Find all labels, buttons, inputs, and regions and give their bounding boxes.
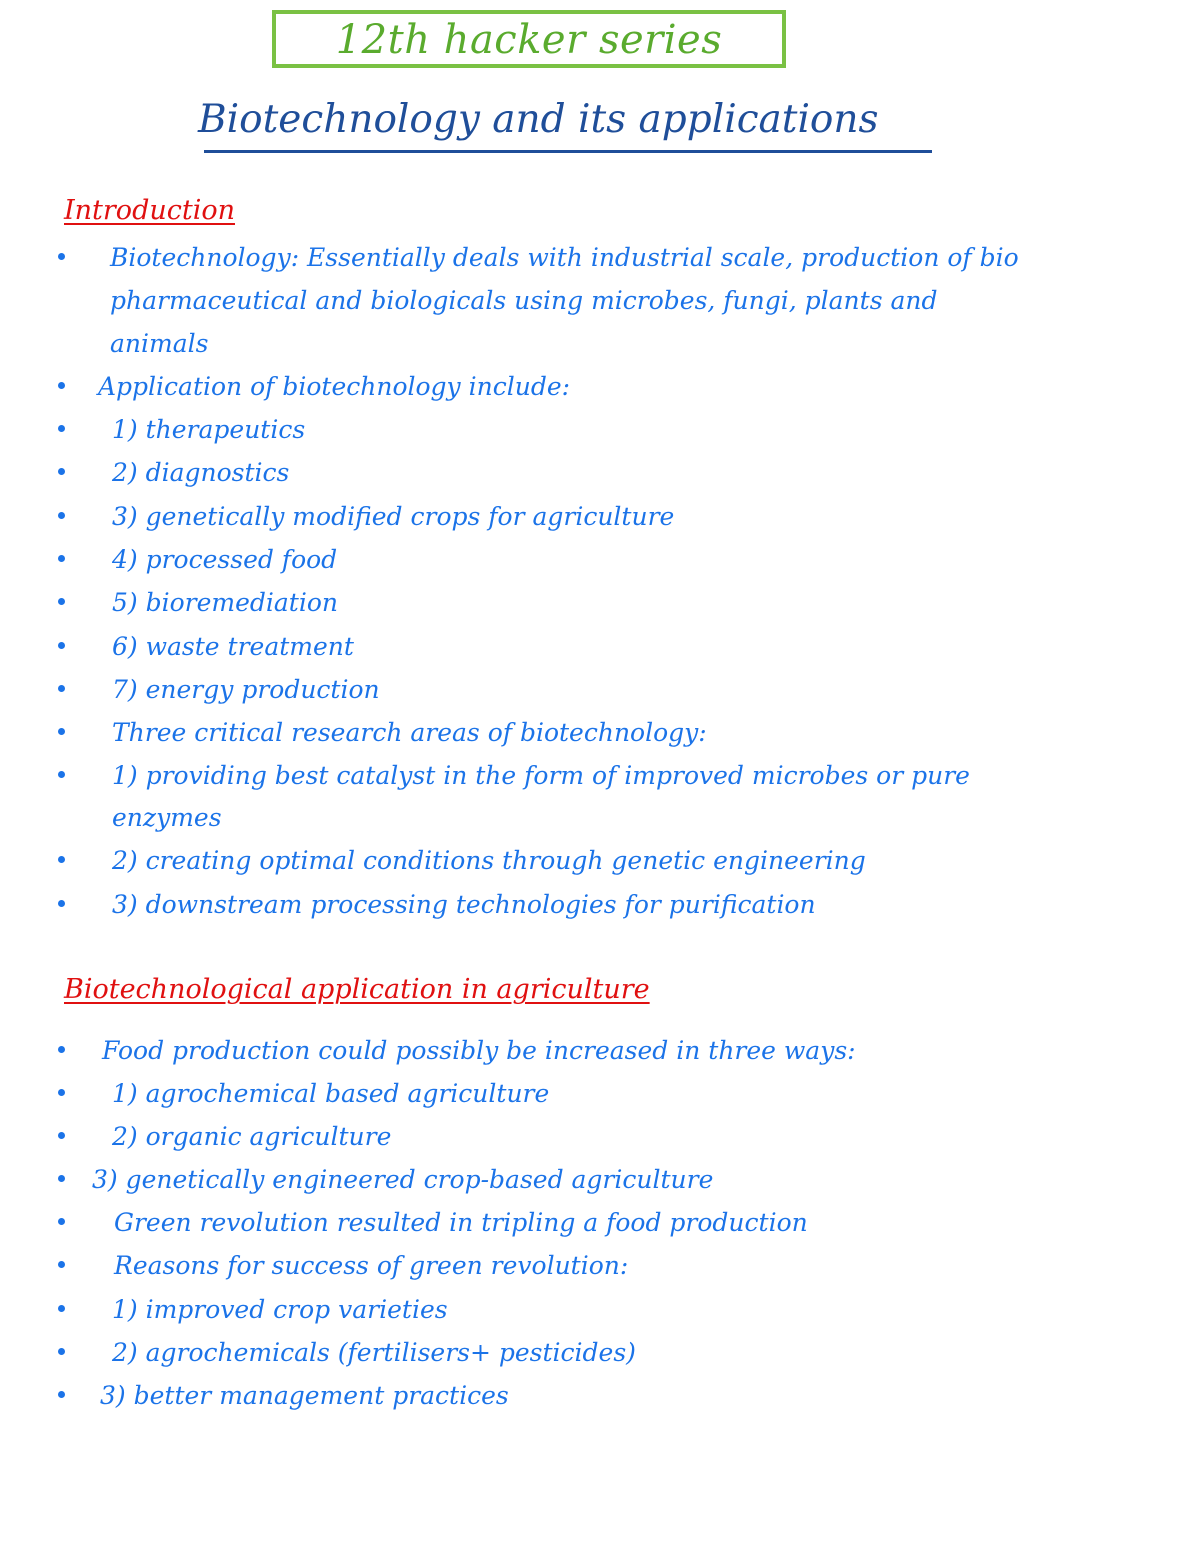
bullet-icon	[58, 642, 65, 649]
bullet-icon	[58, 856, 65, 863]
bullet-icon	[58, 382, 65, 389]
agriculture-heading: Biotechnological application in agriculture	[64, 974, 650, 1005]
bullet-icon	[58, 1175, 65, 1182]
bullet-icon	[58, 253, 65, 260]
page-title: Biotechnology and its applications	[198, 97, 879, 142]
bullet-icon	[58, 728, 65, 735]
series-label: 12th hacker series	[335, 17, 723, 63]
bullet-icon	[58, 1218, 65, 1225]
bullet-icon	[58, 1089, 65, 1096]
bullet-icon	[58, 598, 65, 605]
bullet-icon	[58, 685, 65, 692]
bullet-icon	[58, 771, 65, 778]
bullet-icon	[58, 555, 65, 562]
bullet-icon	[58, 1305, 65, 1312]
bullet-icon	[58, 900, 65, 907]
bullet-icon	[58, 1261, 65, 1268]
intro-heading: Introduction	[64, 195, 235, 226]
bullet-icon	[58, 1132, 65, 1139]
series-label-box	[272, 10, 786, 68]
bullet-icon	[58, 1046, 65, 1053]
bullet-icon	[58, 425, 65, 432]
title-underline	[204, 150, 932, 153]
bullet-icon	[58, 512, 65, 519]
bullet-icon	[58, 1391, 65, 1398]
bullet-icon	[58, 1348, 65, 1355]
bullet-icon	[58, 468, 65, 475]
